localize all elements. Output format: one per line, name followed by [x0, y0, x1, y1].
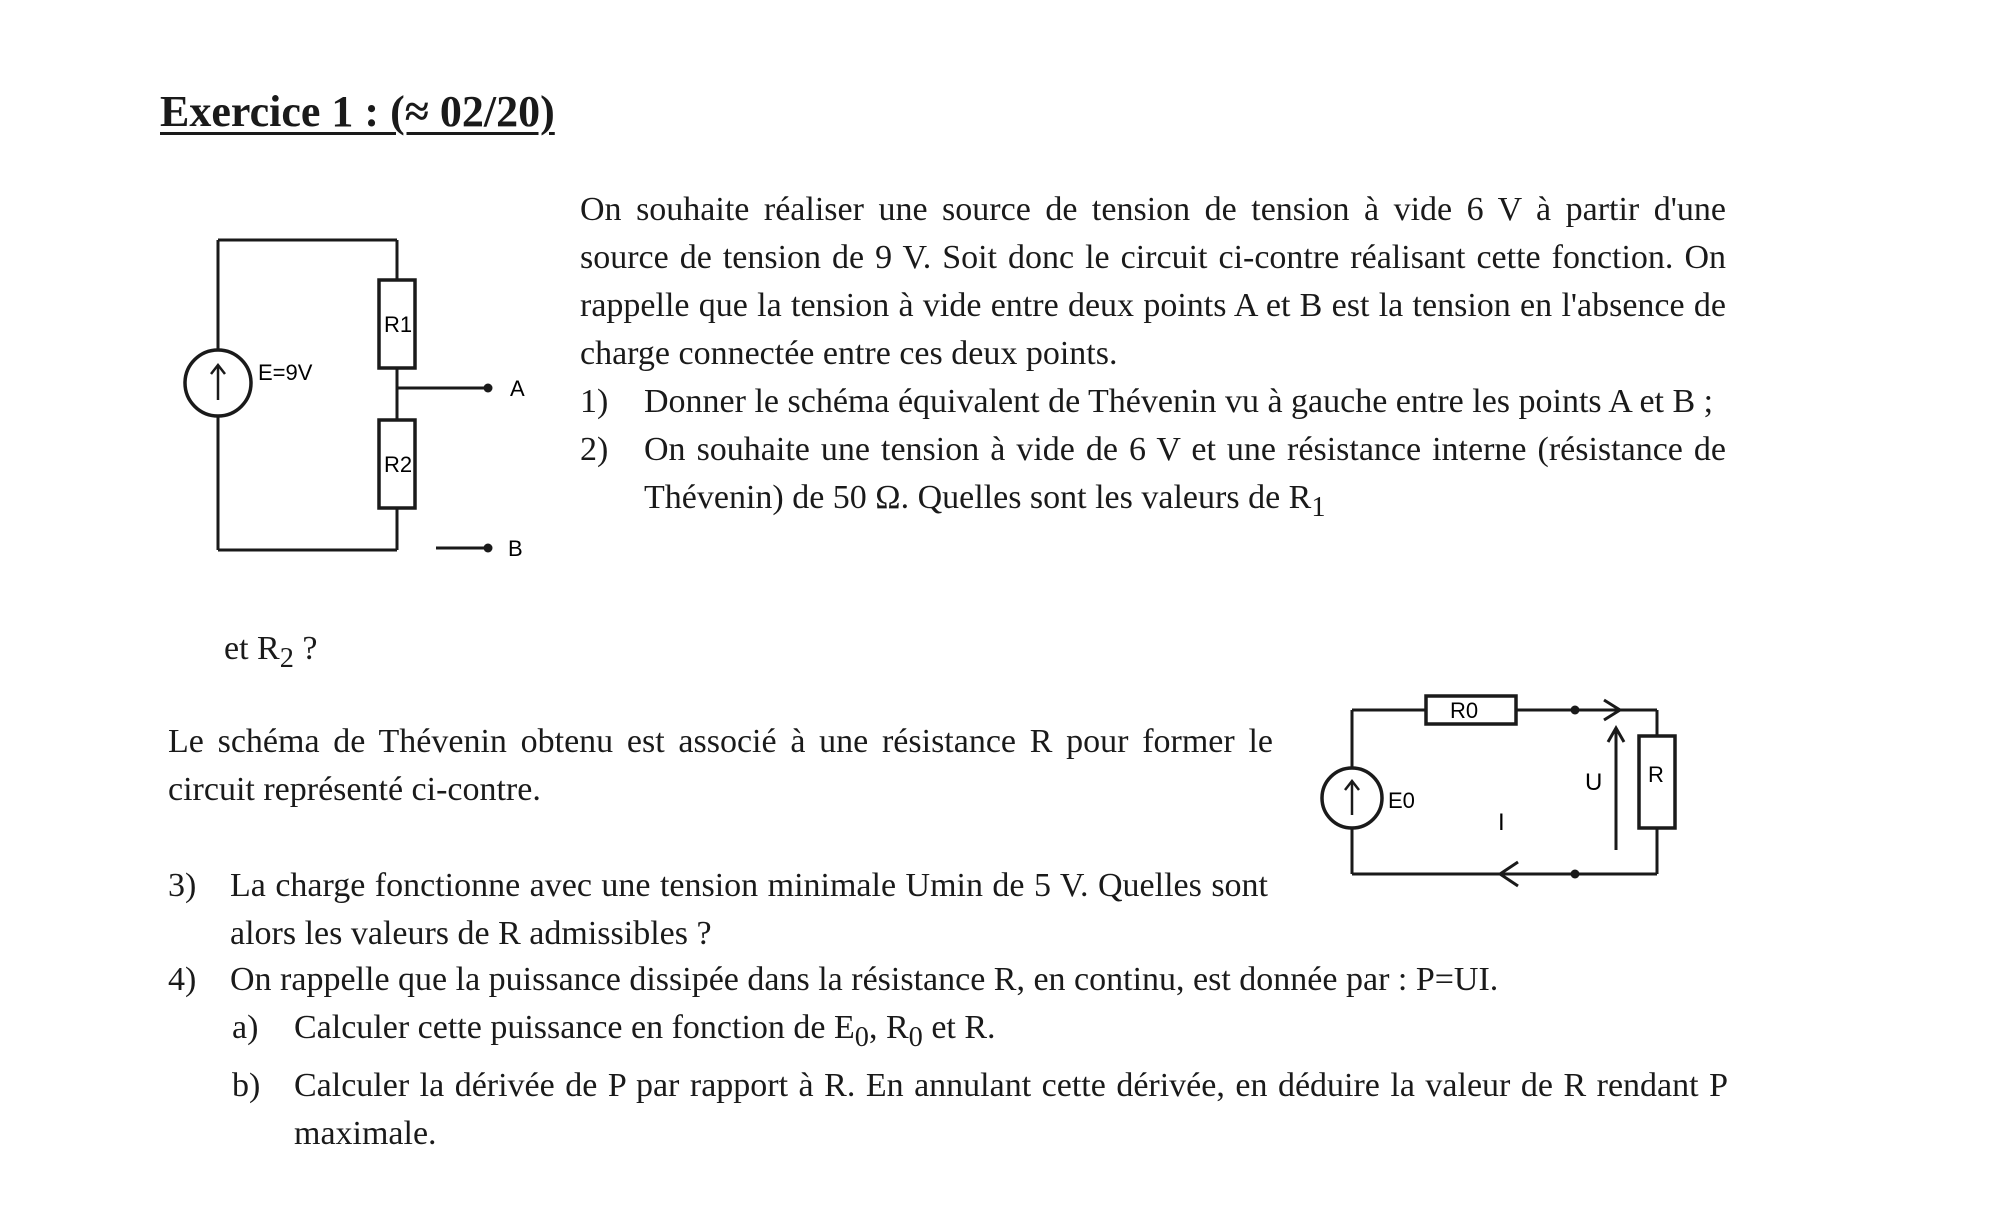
association-paragraph: Le schéma de Thévenin obtenu est associé à une résistance R pour former le circuit représenté ci-contre.	[168, 723, 1273, 808]
r2-label: R2	[384, 452, 413, 477]
question-2-continuation: et $R_2$ ?	[224, 630, 318, 674]
question-2-text: On souhaite une tension à vide de 6 V et une résistance interne (résistance de Thévenin) de 50 Ω. Quelles sont les valeurs de $R_1$	[644, 431, 1726, 523]
question-2-number: 2)	[580, 431, 609, 468]
node-a-label: A	[510, 376, 525, 401]
question-3-number: 3)	[168, 867, 197, 904]
node-b-dot	[484, 544, 493, 553]
voltage-source-e0-symbol	[1322, 768, 1382, 828]
e0-label: E0	[1388, 788, 1415, 813]
r1-label: R1	[384, 312, 413, 337]
question-1	[580, 378, 1726, 426]
intro-paragraph: On souhaite réaliser une source de tension de tension à vide 6 V à partir d'une source de tension de 9 V. Soit donc le circuit ci-contre réalisant cette fonction. On rappelle que la tension à vide entre deux points A et B est la tension en l'absence de charge connectée entre ces deux points.	[580, 191, 1726, 372]
question-4b	[168, 1062, 1728, 1158]
question-3-text: La charge fonctionne avec une tension minimale Umin de 5 V. Quelles sont alors les valeurs de R admissibles ?	[230, 867, 1268, 952]
question-4a-text: Calculer cette puissance en fonction de $E_0$, $R_0$ et R.	[294, 1009, 996, 1053]
question-4a-number: a)	[232, 1009, 259, 1046]
node-a-dot	[484, 384, 493, 393]
source-label: E=9V	[258, 360, 313, 385]
question-1-text: Donner le schéma équivalent de Thévenin vu à gauche entre les points A et B ;	[644, 383, 1714, 420]
circuit-thevenin-load-diagram	[1300, 650, 1700, 900]
question-1-number: 1)	[580, 383, 609, 420]
question-4b-number: b)	[232, 1066, 261, 1104]
intro-block	[580, 186, 1726, 532]
question-3	[168, 862, 1268, 958]
i-label: I	[1498, 809, 1505, 836]
r1-subscript: 1	[1311, 491, 1326, 523]
question-4b-text: Calculer la dérivée de P par rapport à R. En annulant cette dérivée, en déduire la valeur de R rendant P maximale.	[294, 1066, 1728, 1152]
voltage-source-symbol	[185, 350, 251, 416]
r0-label: R0	[1450, 698, 1479, 723]
node-b-label: B	[508, 536, 523, 561]
question-4-number: 4)	[168, 961, 197, 998]
circuit-divider-diagram	[160, 220, 560, 580]
r-label: R	[1648, 762, 1664, 787]
exercise-title: Exercice 1 : (≈ 02/20)	[160, 87, 555, 136]
question-4-text: On rappelle que la puissance dissipée dans la résistance R, en continu, est donnée par : P=UI.	[230, 961, 1499, 998]
u-label: U	[1585, 769, 1603, 796]
question-4	[168, 956, 1728, 1158]
question-2	[580, 426, 1726, 532]
question-4a	[168, 1004, 1728, 1062]
r2-subscript: 2	[279, 642, 294, 674]
